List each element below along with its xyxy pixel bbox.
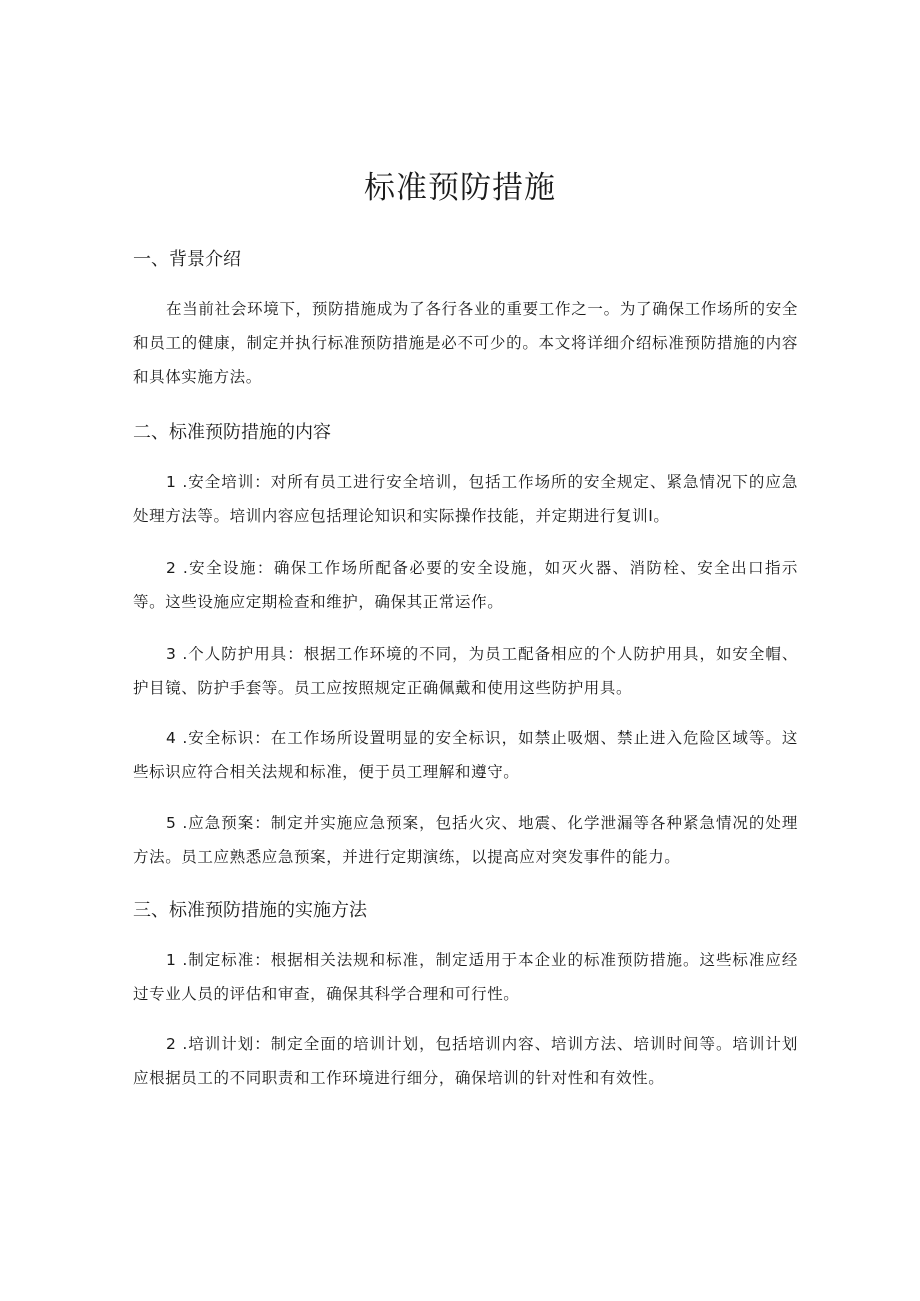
paragraph-content-2: 2 .安全设施：确保工作场所配备必要的安全设施，如灭火器、消防栓、安全出口指示等。这些设施应定期检查和维护，确保其正常运作。 xyxy=(133,559,798,611)
paragraph-content-4: 4 .安全标识：在工作场所设置明显的安全标识，如禁止吸烟、禁止进入危险区域等。这些标识应符合相关法规和标准，便于员工理解和遵守。 xyxy=(133,729,798,781)
section-heading-content: 二、标准预防措施的内容 xyxy=(133,422,331,443)
section-heading-background: 一、背景介绍 xyxy=(133,249,241,270)
paragraph-implementation-1: 1 .制定标准：根据相关法规和标准，制定适用于本企业的标准预防措施。这些标准应经过专业人员的评估和审查，确保其科学合理和可行性。 xyxy=(133,951,798,1003)
paragraph-implementation-2: 2 .培训计划：制定全面的培训计划，包括培训内容、培训方法、培训时间等。培训计划应根据员工的不同职责和工作环境进行细分，确保培训的针对性和有效性。 xyxy=(133,1035,798,1087)
paragraph-content-1: 1 .安全培训：对所有员工进行安全培训，包括工作场所的安全规定、紧急情况下的应急处理方法等。培训内容应包括理论知识和实际操作技能，并定期进行复训I。 xyxy=(133,473,798,525)
section-heading-implementation: 三、标准预防措施的实施方法 xyxy=(133,900,367,921)
paragraph-content-3: 3 .个人防护用具：根据工作环境的不同，为员工配备相应的个人防护用具，如安全帽、护目镜、防护手套等。员工应按照规定正确佩戴和使用这些防护用具。 xyxy=(133,645,798,697)
paragraph-background-intro: 在当前社会环境下，预防措施成为了各行各业的重要工作之一。为了确保工作场所的安全和员工的健康，制定并执行标准预防措施是必不可少的。本文将详细介绍标准预防措施的内容和具体实施方法。 xyxy=(133,300,798,386)
document-title: 标准预防措施 xyxy=(364,170,556,206)
paragraph-content-5: 5 .应急预案：制定并实施应急预案，包括火灾、地震、化学泄漏等各种紧急情况的处理方法。员工应熟悉应急预案，并进行定期演练，以提高应对突发事件的能力。 xyxy=(133,814,798,866)
